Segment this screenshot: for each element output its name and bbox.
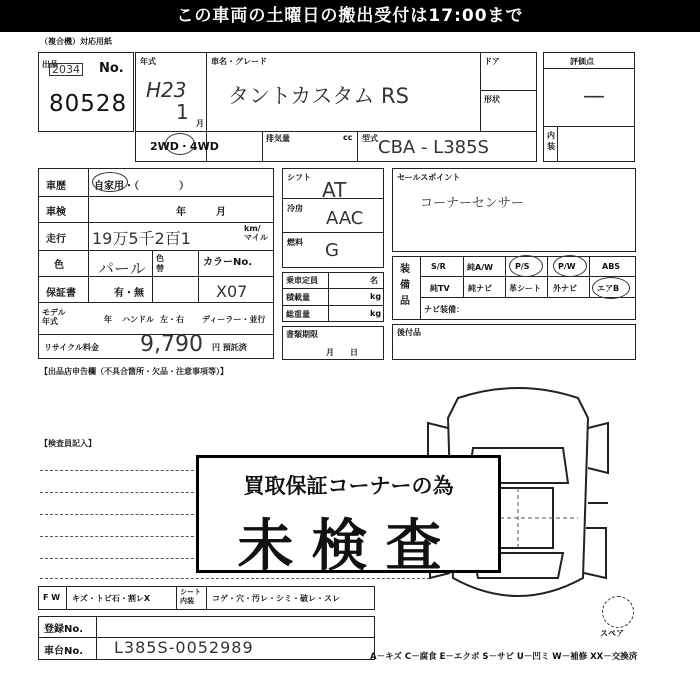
month-value: 1 <box>176 100 189 124</box>
name-grade-label: 車名・グレード <box>211 57 267 66</box>
door-label: ドア <box>484 57 500 66</box>
equip-tv: 純TV <box>430 284 450 293</box>
fw-text: キズ・トビ石・割レX <box>72 594 151 603</box>
history-label: 車歴 <box>46 181 66 192</box>
color-change-label: 色替 <box>156 254 164 273</box>
recycle-label: リサイクル料金 <box>44 343 99 352</box>
sales-point-value: コーナーセンサー <box>420 196 524 211</box>
mileage-label: 走行 <box>46 234 66 245</box>
color-label: 色 <box>54 260 64 271</box>
power-window-circle <box>553 255 587 277</box>
sales-point-label: セールスポイント <box>397 173 461 182</box>
equip-abs: ABS <box>602 262 621 271</box>
model-year-unit: 年 <box>104 315 112 324</box>
aftermarket-label: 後付品 <box>397 328 421 337</box>
warranty-label: 保証書 <box>46 288 76 299</box>
document-deadline-unit: 月 日 <box>326 348 358 357</box>
grade-value: — <box>583 84 605 109</box>
private-use-circle <box>92 172 128 192</box>
exhibitor-note-label: 【出品店申告欄（不具合箇所・欠品・注意事項等）】 <box>40 367 228 376</box>
equip-navi: 純ナビ <box>468 284 492 293</box>
inspection-units: 年 月 <box>176 207 226 218</box>
lot-prefix-label: 出品 <box>42 60 58 69</box>
weight-unit: kg <box>370 309 382 318</box>
equip-ext-navi: 外ナビ <box>553 284 577 293</box>
history-value: 自家用・（ ） <box>94 181 189 192</box>
stamp-line-1: 買取保証コーナーの為 <box>243 474 454 498</box>
inspection-label: 車検 <box>46 207 66 218</box>
grade-label: 評価点 <box>570 57 594 66</box>
interior-label: 内装 <box>547 131 555 151</box>
equip-power-steering: P/S <box>515 262 530 271</box>
model-value: CBA - L385S <box>378 137 489 158</box>
weight-label: 総重量 <box>286 310 310 319</box>
inspector-note-label: 【検査員記入】 <box>40 439 96 448</box>
not-inspected-stamp <box>196 455 501 579</box>
lot-no-label: No. <box>99 61 124 76</box>
ac-label: 冷房 <box>287 204 303 213</box>
power-steering-circle <box>509 255 543 277</box>
cc-unit: cc <box>343 133 353 142</box>
load-unit: kg <box>370 292 382 301</box>
chassis-no-value: L385S-0052989 <box>114 638 254 657</box>
model-label: 型式 <box>362 134 378 143</box>
chassis-no-label: 車台No. <box>44 646 84 657</box>
warranty-value: 有・無 <box>114 288 144 299</box>
recycle-value: 9,790 <box>140 332 203 357</box>
month-unit: 月 <box>196 119 204 128</box>
fw-label: F W <box>43 593 61 602</box>
equip-leather: 革シート <box>509 284 541 293</box>
airbag-circle <box>592 277 630 299</box>
stamp-line-2: 未検査 <box>237 514 460 579</box>
saturday-pickup-banner: この車両の土曜日の搬出受付は17:00まで <box>0 0 700 32</box>
model-year-label: モデル年式 <box>42 308 66 326</box>
equip-sunroof: S/R <box>431 262 446 271</box>
sheet-number: 2034 <box>49 63 83 76</box>
mileage-unit: km/マイル <box>244 224 268 242</box>
shift-value: AT <box>322 178 347 202</box>
handle-label: ハンドル <box>122 315 154 324</box>
shape-label: 形状 <box>484 95 500 104</box>
seat-interior-label: シート内装 <box>180 588 201 605</box>
recycle-unit: 円 預託済 <box>212 343 247 352</box>
color-no-label: カラーNo. <box>203 257 253 268</box>
displacement-label: 排気量 <box>266 134 290 143</box>
equip-airbag: エアB <box>597 284 620 293</box>
document-deadline-label: 書類期限 <box>286 330 318 339</box>
dealer-label: ディーラー・並行 <box>202 315 266 324</box>
year-value: H23 <box>146 78 187 102</box>
fuel-value: G <box>325 240 339 261</box>
lot-number-box <box>38 52 134 132</box>
navi-equipment-label: ナビ装備： <box>424 305 464 314</box>
seats-label: 乗車定員 <box>286 276 318 285</box>
drive-type-label: 2WD・4WD <box>150 140 219 153</box>
equipment-label: 装備品 <box>400 264 410 307</box>
equip-power-window: P/W <box>558 262 576 271</box>
spare-tire-circle <box>602 596 634 628</box>
load-label: 積載量 <box>286 293 310 302</box>
name-grade-value: タントカスタム RS <box>228 84 409 108</box>
drive-2wd-circle <box>165 133 195 155</box>
form-header-note: （複合機）対応用紙 <box>40 37 112 46</box>
aftermarket-box <box>392 324 636 360</box>
seats-unit: 名 <box>370 276 378 285</box>
lot-number: 80528 <box>49 91 128 117</box>
handle-value: 左・右 <box>160 315 184 324</box>
year-label: 年式 <box>140 57 156 66</box>
damage-code-legend: A－キズ C－腐食 E－エクボ S－サビ U－凹ミ W－補修 XX－交換済 <box>370 652 638 662</box>
fuel-label: 燃料 <box>287 238 303 247</box>
equip-aluminum-wheel: 純A/W <box>467 263 493 272</box>
color-value: パール <box>98 259 146 278</box>
seat-interior-text: コゲ・穴・汚レ・シミ・破レ・スレ <box>212 594 340 603</box>
color-no-value: X07 <box>216 282 248 301</box>
mileage-value: 19万5千2百1 <box>92 229 191 248</box>
registration-no-label: 登録No. <box>44 624 84 635</box>
spare-label: スペア <box>600 629 624 638</box>
shift-label: シフト <box>287 173 311 182</box>
ac-value: AAC <box>326 208 364 229</box>
